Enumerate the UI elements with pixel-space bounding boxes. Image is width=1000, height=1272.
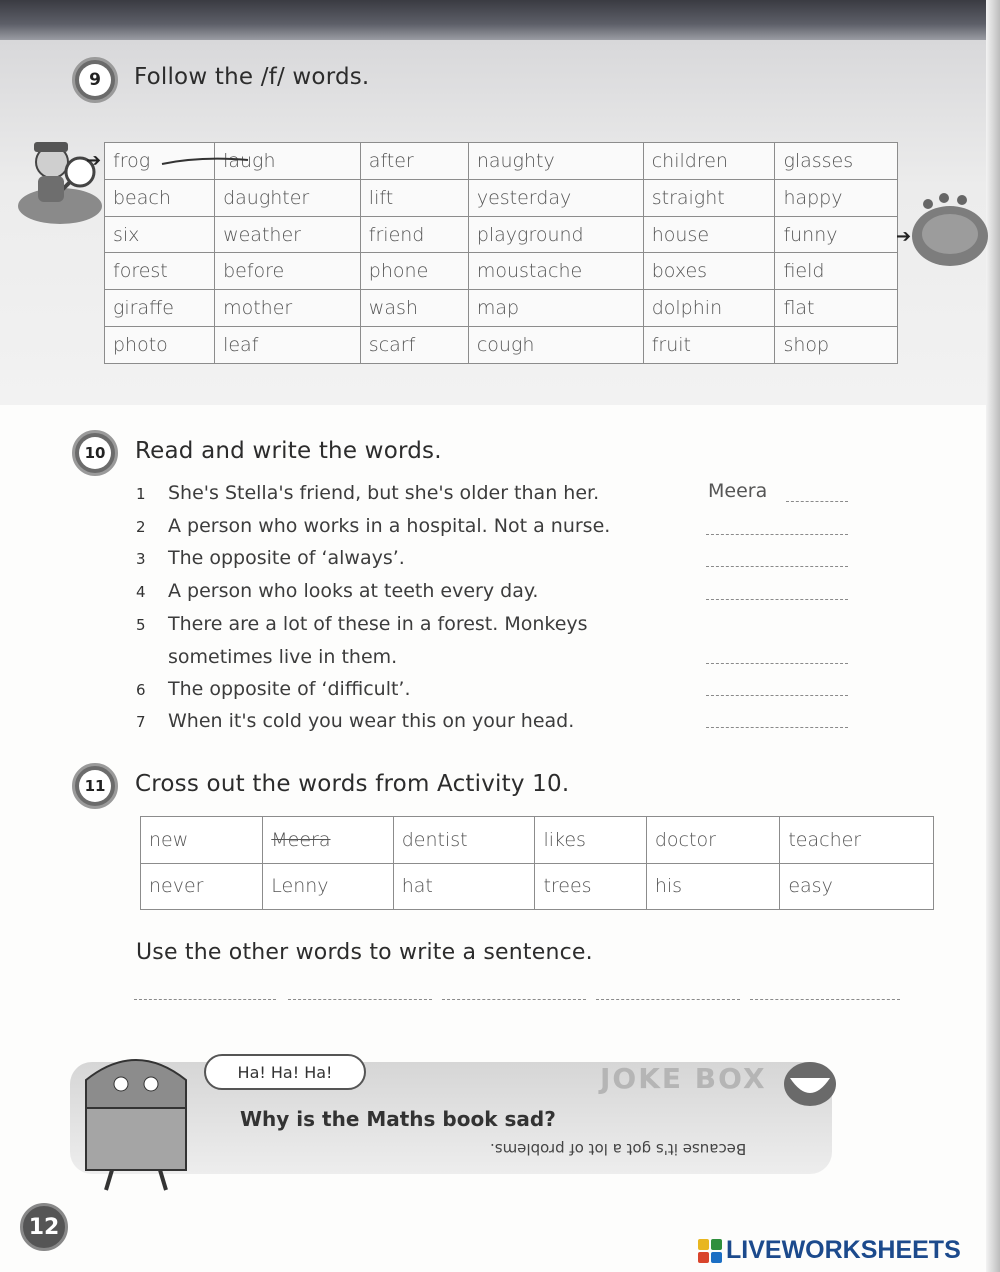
grid9-cell[interactable]: cough bbox=[468, 327, 643, 364]
grid11-cell[interactable]: hat bbox=[393, 863, 535, 910]
grid9-cell[interactable]: scarf bbox=[360, 327, 468, 364]
grid9-cell[interactable]: dolphin bbox=[643, 290, 775, 327]
top-band bbox=[0, 0, 1000, 40]
grid9-row bbox=[105, 253, 898, 290]
grid11-cell[interactable]: Lenny bbox=[263, 863, 393, 910]
liveworksheets-logo: LIVEWORKSHEETS bbox=[698, 1236, 961, 1265]
grid9-cell[interactable]: naughty bbox=[468, 143, 643, 180]
grid9-cell[interactable]: straight bbox=[643, 179, 775, 216]
activity-9-title: Follow the /f/ words. bbox=[134, 64, 370, 90]
grid9-cell[interactable]: weather bbox=[215, 216, 361, 253]
grid9-cell[interactable]: leaf bbox=[215, 327, 361, 364]
question-3: 3 The opposite of ‘always’. bbox=[136, 547, 405, 569]
grid9-cell[interactable]: shop bbox=[775, 327, 898, 364]
question-5: 5 There are a lot of these in a forest. Monkeys bbox=[136, 613, 588, 635]
grid9-cell[interactable]: funny bbox=[775, 216, 898, 253]
activity-10-title: Read and write the words. bbox=[135, 438, 442, 464]
route-line bbox=[160, 154, 250, 170]
liveworksheets-mark-icon bbox=[698, 1239, 722, 1263]
question-4: 4 A person who looks at teeth every day. bbox=[136, 580, 539, 602]
answer-5-blank[interactable] bbox=[706, 642, 848, 664]
answer-1: Meera bbox=[708, 480, 768, 502]
activity-11-title: Cross out the words from Activity 10. bbox=[135, 771, 570, 797]
sentence-line-4[interactable] bbox=[596, 998, 740, 1000]
question-7: 7 When it's cold you wear this on your head. bbox=[136, 710, 575, 732]
grid9-cell[interactable]: forest bbox=[105, 253, 215, 290]
grid11-cell[interactable]: trees bbox=[535, 863, 646, 910]
grid11-cell[interactable]: his bbox=[646, 863, 779, 910]
grid9-cell[interactable]: house bbox=[643, 216, 775, 253]
activity-11-number-badge: 11 bbox=[72, 763, 118, 809]
grid9-cell[interactable]: giraffe bbox=[105, 290, 215, 327]
answer-6-blank[interactable] bbox=[706, 674, 848, 696]
grid9-cell[interactable]: moustache bbox=[468, 253, 643, 290]
grid11-cell[interactable]: never bbox=[141, 863, 263, 910]
grid9-cell[interactable]: map bbox=[468, 290, 643, 327]
sentence-line-5[interactable] bbox=[750, 998, 900, 1000]
grid11-cell[interactable]: new bbox=[141, 817, 263, 864]
grid11-cell[interactable]: teacher bbox=[780, 817, 934, 864]
activity-11-word-table bbox=[140, 816, 934, 910]
grid9-cell[interactable]: yesterday bbox=[468, 179, 643, 216]
grid11-row bbox=[141, 863, 934, 910]
joke-box-title: JOKE BOX bbox=[600, 1062, 767, 1095]
grid11-cell[interactable]: easy bbox=[780, 863, 934, 910]
grid9-cell[interactable]: after bbox=[360, 143, 468, 180]
grid9-cell[interactable]: before bbox=[215, 253, 361, 290]
grid9-cell[interactable]: beach bbox=[105, 179, 215, 216]
footprint-illustration bbox=[906, 188, 992, 274]
detective-illustration bbox=[10, 128, 106, 228]
page-number: 12 bbox=[20, 1203, 68, 1251]
activity-9-number-badge: 9 bbox=[72, 57, 118, 103]
grid9-cell[interactable]: fruit bbox=[643, 327, 775, 364]
grid11-cell[interactable]: dentist bbox=[393, 817, 535, 864]
grid9-row bbox=[105, 179, 898, 216]
sentence-instruction: Use the other words to write a sentence. bbox=[136, 940, 593, 965]
answer-7-blank[interactable] bbox=[706, 706, 848, 728]
end-arrow-icon: ➔ bbox=[896, 226, 912, 247]
grid9-cell[interactable]: frog bbox=[105, 143, 215, 180]
grid9-cell[interactable]: photo bbox=[105, 327, 215, 364]
answer-2-blank[interactable] bbox=[706, 513, 848, 535]
answer-1-blank[interactable] bbox=[786, 480, 848, 502]
grid11-row bbox=[141, 817, 934, 864]
answer-4-blank[interactable] bbox=[706, 578, 848, 600]
start-arrow-icon: ➔ bbox=[86, 150, 102, 171]
activity-10-number-badge: 10 bbox=[72, 430, 118, 476]
joke-question: Why is the Maths book sad? bbox=[240, 1107, 556, 1131]
grid9-cell[interactable]: children bbox=[643, 143, 775, 180]
activity-9-word-grid bbox=[104, 142, 898, 364]
speech-bubble: Ha! Ha! Ha! bbox=[204, 1054, 366, 1090]
question-6: 6 The opposite of ‘difficult’. bbox=[136, 678, 411, 700]
grid9-cell[interactable]: playground bbox=[468, 216, 643, 253]
joke-answer-upside-down: Because it's got a lot of problems. bbox=[490, 1140, 747, 1158]
grid9-cell[interactable]: laugh bbox=[215, 143, 361, 180]
grid9-cell[interactable]: happy bbox=[775, 179, 898, 216]
grid9-cell[interactable]: field bbox=[775, 253, 898, 290]
grid11-cell[interactable]: Meera bbox=[263, 817, 393, 864]
grid9-row bbox=[105, 216, 898, 253]
question-2: 2 A person who works in a hospital. Not a nurse. bbox=[136, 515, 611, 537]
question-5-continued: sometimes live in them. bbox=[168, 646, 398, 668]
grid9-cell[interactable]: friend bbox=[360, 216, 468, 253]
grid9-row bbox=[105, 290, 898, 327]
grid9-cell[interactable]: daughter bbox=[215, 179, 361, 216]
grid9-cell[interactable]: boxes bbox=[643, 253, 775, 290]
grid9-cell[interactable]: six bbox=[105, 216, 215, 253]
grid9-cell[interactable]: wash bbox=[360, 290, 468, 327]
question-1: 1 She's Stella's friend, but she's older than her. bbox=[136, 482, 600, 504]
sentence-line-1[interactable] bbox=[134, 998, 276, 1000]
treasure-chest-illustration bbox=[76, 1040, 206, 1200]
sentence-line-2[interactable] bbox=[288, 998, 432, 1000]
grid11-cell[interactable]: doctor bbox=[646, 817, 779, 864]
grid9-cell[interactable]: mother bbox=[215, 290, 361, 327]
answer-3-blank[interactable] bbox=[706, 545, 848, 567]
sentence-line-3[interactable] bbox=[442, 998, 586, 1000]
grid9-cell[interactable]: glasses bbox=[775, 143, 898, 180]
grid9-cell[interactable]: lift bbox=[360, 179, 468, 216]
grid9-row bbox=[105, 327, 898, 364]
grid9-cell[interactable]: flat bbox=[775, 290, 898, 327]
grid11-cell[interactable]: likes bbox=[535, 817, 646, 864]
grid9-cell[interactable]: phone bbox=[360, 253, 468, 290]
laughing-mouth-icon bbox=[780, 1058, 840, 1114]
